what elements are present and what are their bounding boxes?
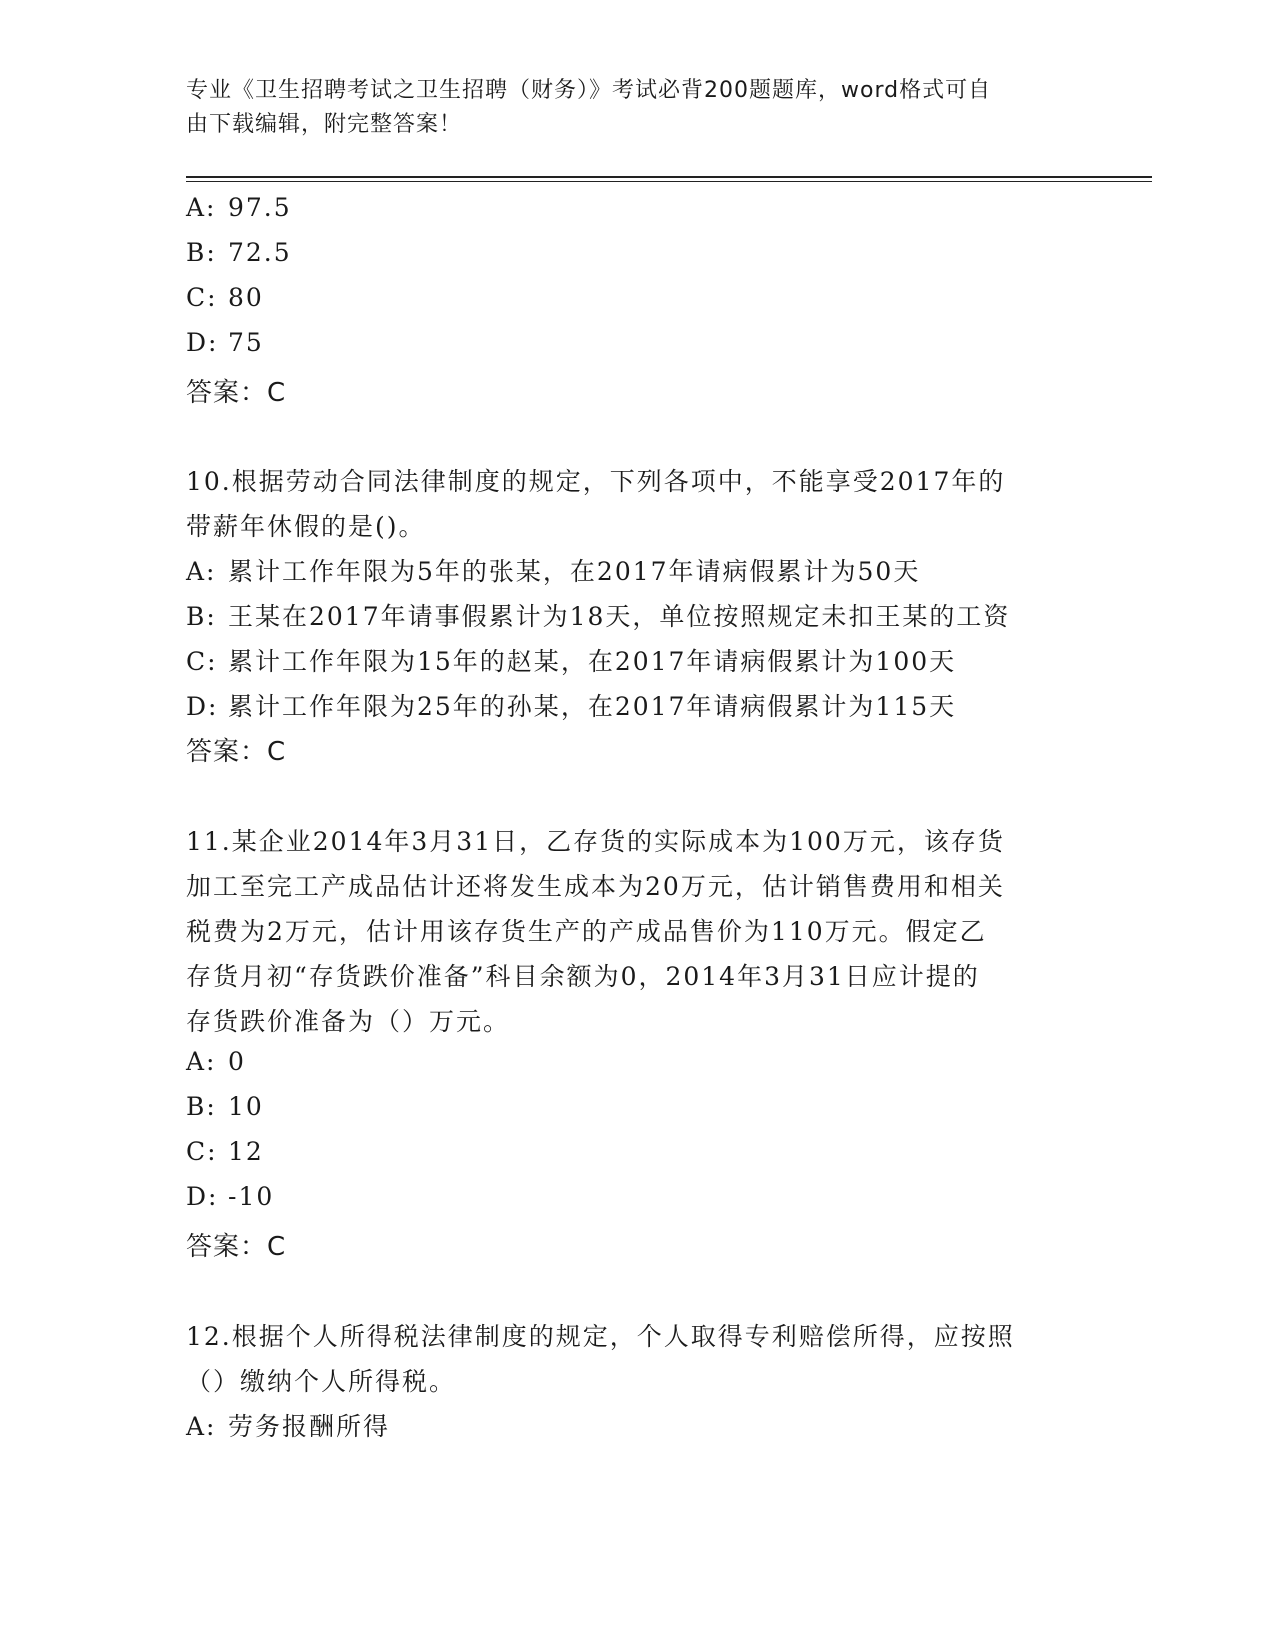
q11-option-b: B: 10	[186, 1092, 264, 1121]
q12-stem-line-1: 12.根据个人所得税法律制度的规定，个人取得专利赔偿所得，应按照	[186, 1322, 1015, 1351]
q10-answer: 答案：C	[186, 737, 287, 767]
q12-stem-line-2: （）缴纳个人所得税。	[186, 1367, 457, 1396]
q9-option-a: A: 97.5	[186, 193, 292, 222]
header-line-2: 由下载编辑，附完整答案！	[186, 112, 463, 137]
q11-stem-line-1: 11.某企业2014年3月31日，乙存货的实际成本为100万元，该存货	[186, 827, 1005, 856]
header-divider-thin	[186, 181, 1152, 182]
q9-option-d: D: 75	[186, 328, 264, 357]
q10-stem-line-1: 10.根据劳动合同法律制度的规定，下列各项中，不能享受2017年的	[186, 467, 1006, 496]
q11-stem-line-2: 加工至完工产成品估计还将发生成本为20万元，估计销售费用和相关	[186, 872, 1005, 901]
q11-stem-line-3: 税费为2万元，估计用该存货生产的产成品售价为110万元。假定乙	[186, 917, 987, 946]
q10-option-a: A: 累计工作年限为5年的张某，在2017年请病假累计为50天	[186, 557, 921, 586]
q11-stem-line-4: 存货月初“存货跌价准备”科目余额为0，2014年3月31日应计提的	[186, 962, 980, 991]
q10-option-b: B: 王某在2017年请事假累计为18天，单位按照规定未扣王某的工资	[186, 602, 1011, 631]
q11-option-c: C: 12	[186, 1137, 264, 1166]
q10-option-c: C: 累计工作年限为15年的赵某，在2017年请病假累计为100天	[186, 647, 957, 676]
q11-answer: 答案：C	[186, 1232, 287, 1262]
q11-stem-line-5: 存货跌价准备为（）万元。	[186, 1007, 511, 1036]
q9-option-b: B: 72.5	[186, 238, 292, 267]
q9-answer: 答案：C	[186, 378, 287, 408]
q11-option-a: A: 0	[186, 1047, 246, 1076]
q10-stem-line-2: 带薪年休假的是()。	[186, 512, 426, 541]
document-header	[186, 74, 1066, 142]
q10-option-d: D: 累计工作年限为25年的孙某，在2017年请病假累计为115天	[186, 692, 957, 721]
q11-option-d: D: -10	[186, 1182, 275, 1211]
q9-option-c: C: 80	[186, 283, 264, 312]
q12-option-a: A: 劳务报酬所得	[186, 1412, 391, 1441]
header-divider-thick	[186, 176, 1152, 178]
header-line-1: 专业《卫生招聘考试之卫生招聘（财务）》考试必背200题题库，word格式可自	[186, 78, 992, 103]
